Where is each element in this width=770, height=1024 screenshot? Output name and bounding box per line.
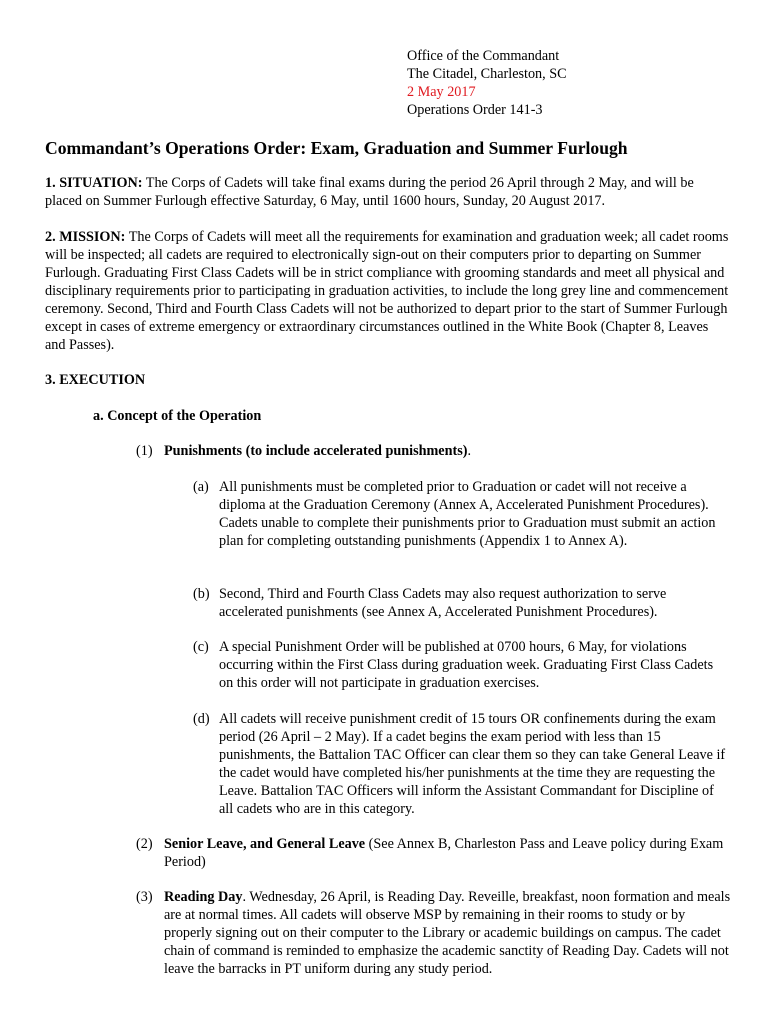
reading-day-title: Reading Day [164, 889, 243, 905]
senior-leave-text: (See Annex B, Charleston Pass and Leave policy during Exam Period) [164, 836, 724, 870]
office-name: Office of the Commandant [407, 48, 560, 64]
punishment-subitem-b [193, 585, 728, 621]
item-number: (3) [136, 889, 153, 905]
item-letter: (c) [193, 639, 209, 655]
order-number: Operations Order 141-3 [407, 102, 543, 118]
senior-leave-body [164, 835, 736, 871]
item-number: (2) [136, 836, 153, 852]
page-title: Commandant’s Operations Order: Exam, Graduation and Summer Furlough [45, 138, 628, 158]
item-number: (1) [136, 443, 153, 459]
mission-label: 2. MISSION: [45, 229, 126, 245]
situation-text: The Corps of Cadets will take final exams during the period 26 April through 2 May, and will be placed on Summer Furlough effective Saturday, 6 May, until 1600 hours, Sunday, 20 August 2017. [45, 175, 694, 209]
item-letter: (b) [193, 586, 210, 602]
letterhead [407, 47, 747, 119]
reading-day-item [136, 888, 736, 978]
item-letter: (a) [193, 479, 209, 495]
senior-leave-item [136, 835, 736, 871]
punishments-heading [164, 442, 471, 460]
item-text: Second, Third and Fourth Class Cadets may also request authorization to serve accelerated punishments (see Annex A, Accelerated Punishment Procedures). [219, 586, 667, 620]
office-location: The Citadel, Charleston, SC [407, 66, 567, 82]
item-text: All punishments must be completed prior to Graduation or cadet will not receive a diploma at the Graduation Ceremony (Annex A, Accelerated Punishment Procedures). Cadets unable to complete their punishments prior to Graduation must submit an action plan for completing outstanding punishments (Appendix 1 to Annex A). [219, 479, 716, 549]
execution-heading: 3. EXECUTION [45, 372, 146, 388]
item-text: A special Punishment Order will be published at 0700 hours, 6 May, for violations occurring within the First Class during graduation week. Graduating First Class Cadets on this order will not participate in graduation exercises. [219, 639, 714, 691]
reading-day-body [164, 888, 736, 978]
mission-paragraph [45, 228, 730, 354]
punishments-title-suffix: . [467, 443, 472, 459]
order-date: 2 May 2017 [407, 84, 476, 100]
concept-heading: a. Concept of the Operation [93, 408, 262, 424]
situation-label: 1. SITUATION: [45, 175, 143, 191]
mission-text: The Corps of Cadets will meet all the requirements for examination and graduation week; all cadet rooms will be inspected; all cadets are required to electronically sign-out on their computers prior to departing on Summer Furlough. Graduating First Class Cadets will be in strict compliance with grooming standards and meet all physical and disciplinary requirements prior to participating in graduation activities, to include the long grey line and commencement ceremony. Second, Third and Fourth Class Cadets will not be authorized to depart prior to the start of Summer Furlough except in cases of extreme emergency or extraordinary circumstances outlined in the White Book (Chapter 8, Leaves and Passes). [45, 229, 729, 353]
punishment-subitem-c [193, 638, 728, 692]
senior-leave-title: Senior Leave, and General Leave [164, 836, 366, 852]
punishments-title: Punishments (to include accelerated punishments) [164, 443, 468, 459]
situation-paragraph [45, 174, 730, 210]
reading-day-text: . Wednesday, 26 April, is Reading Day. Reveille, breakfast, noon formation and meals are at normal times. All cadets will observe MSP by remaining in their rooms to study or by properly signing out on their computer to the Library or academic buildings on campus. The cadet chain of command is reminded to emphasize the academic sanctity of Reading Day. Cadets will not leave the barracks in PT uniform during any study period. [164, 889, 731, 977]
punishments-item [136, 442, 736, 460]
punishment-subitem-d [193, 710, 728, 818]
punishment-subitem-a [193, 478, 728, 568]
item-letter: (d) [193, 711, 210, 727]
item-text: All cadets will receive punishment credit of 15 tours OR confinements during the exam period (26 April – 2 May). If a cadet begins the exam period with less than 15 punishments, the Battalion TAC Officer can clear them so they can take General Leave if the cadet would have completed his/her punishments at the time they are requesting the Leave. Battalion TAC Officers will inform the Assistant Commandant for Discipline of all cadets who are in this category. [219, 711, 726, 817]
